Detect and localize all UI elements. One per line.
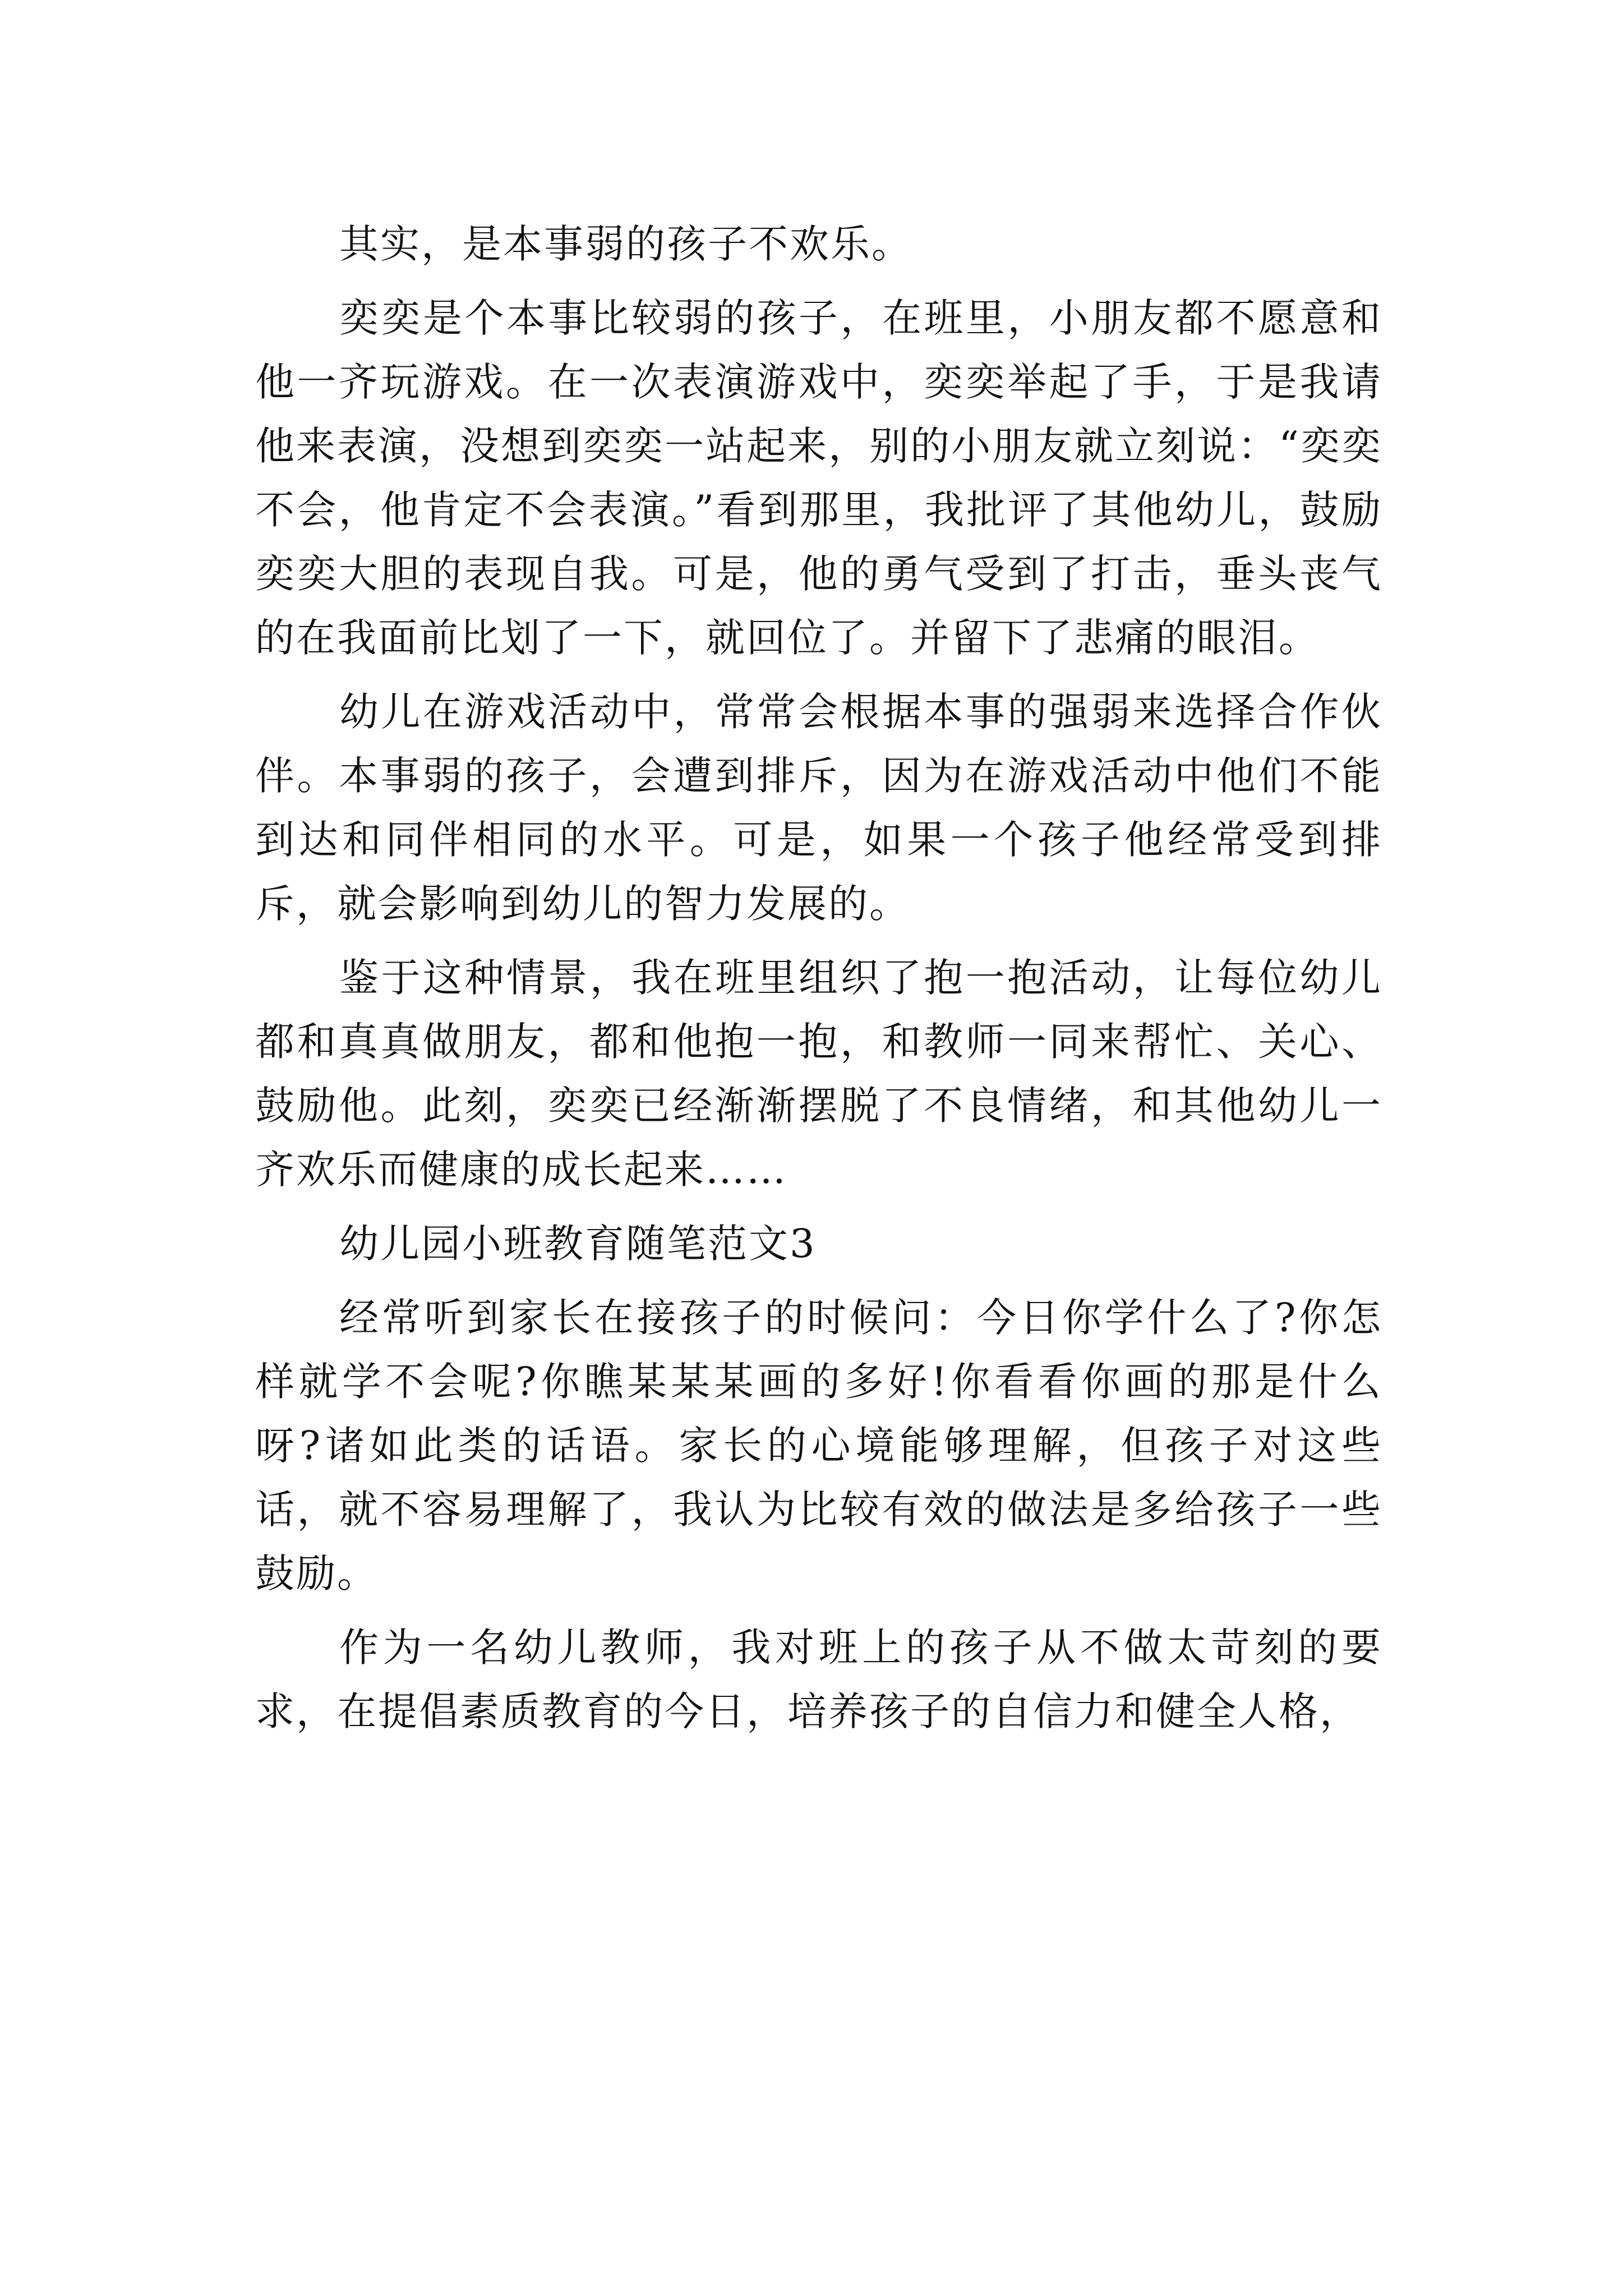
section-heading: 幼儿园小班教育随笔范文3 [339,1221,817,1267]
paragraph-5: 经常听到家长在接孩子的时候问：今日你学什么了?你怎样就学不会呢?你瞧某某某画的多好!你看看你画的那是什么呀?诸如此类的话语。家长的心境能够理解，但孩子对这些话，就不容易理解了，我认为比较有效的做法是多给孩子一些鼓励。 [255,1295,1382,1596]
paragraph-6: 作为一名幼儿教师，我对班上的孩子从不做太苛刻的要求，在提倡素质教育的今日，培养孩子的自信力和健全人格， [255,1625,1382,1734]
paragraph-1: 其实，是本事弱的孩子不欢乐。 [339,221,912,267]
paragraph-3: 幼儿在游戏活动中，常常会根据本事的强弱来选择合作伙伴。本事弱的孩子，会遭到排斥，因为在游戏活动中他们不能到达和同伴相同的水平。可是，如果一个孩子他经常受到排斥，就会影响到幼儿的智力发展的。 [255,689,1382,927]
paragraph-4: 鉴于这种情景，我在班里组织了抱一抱活动，让每位幼儿都和真真做朋友，都和他抱一抱，和教师一同来帮忙、关心、鼓励他。此刻，奕奕已经渐渐摆脱了不良情绪，和其他幼儿一齐欢乐而健康的成长起来…… [255,955,1382,1193]
paragraph-2: 奕奕是个本事比较弱的孩子，在班里，小朋友都不愿意和他一齐玩游戏。在一次表演游戏中，奕奕举起了手，于是我请他来表演，没想到奕奕一站起来，别的小朋友就立刻说：“奕奕不会，他肯定不会表演。”看到那里，我批评了其他幼儿，鼓励奕奕大胆的表现自我。可是，他的勇气受到了打击，垂头丧气的在我面前比划了一下，就回位了。并留下了悲痛的眼泪。 [255,295,1382,661]
document-body [255,212,1382,1754]
